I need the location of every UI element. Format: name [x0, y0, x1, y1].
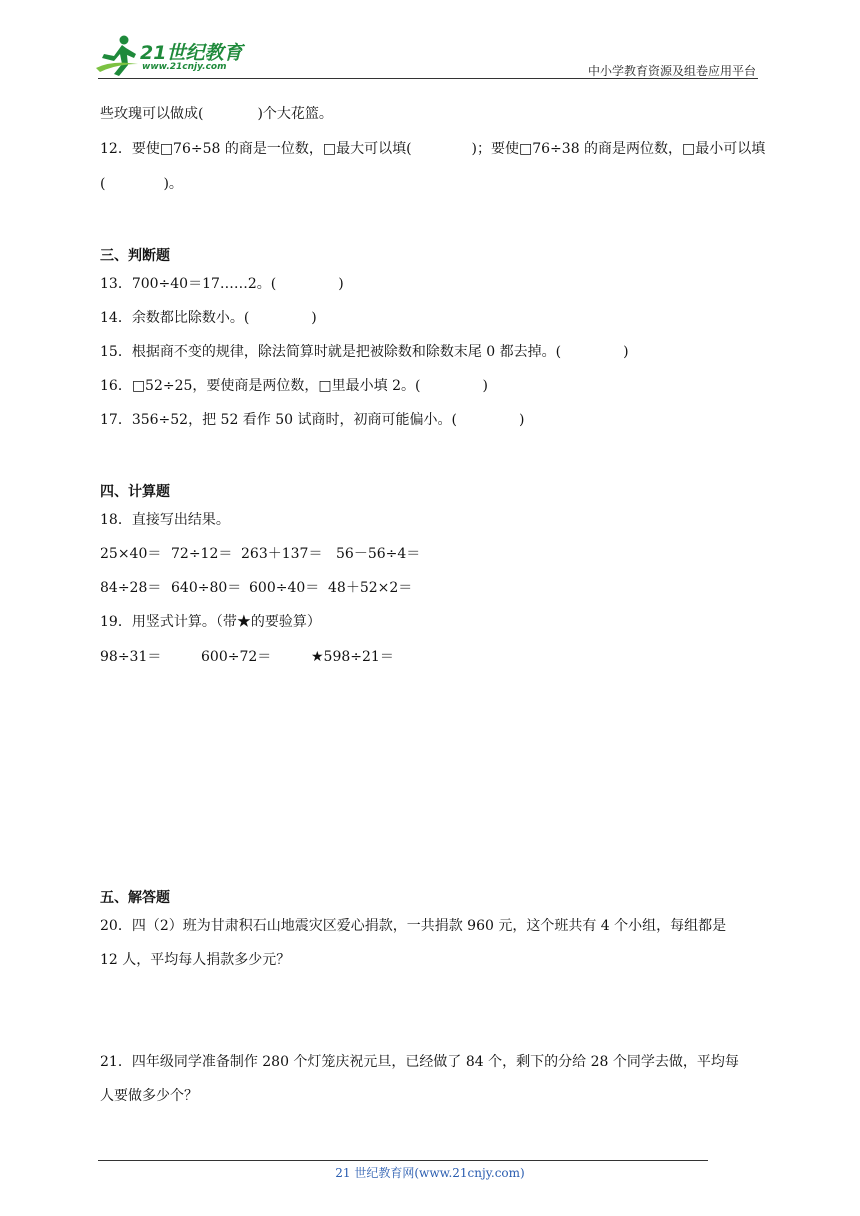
- text: ): [623, 344, 629, 360]
- logo-text: 21世纪教育: [140, 42, 243, 64]
- text: )；要使□76÷38 的商是两位数，□最小可以填: [471, 141, 766, 157]
- calc-item: 600÷40＝: [249, 580, 320, 596]
- calc-item: 56－56÷4＝: [336, 546, 421, 562]
- question-14: [100, 308, 317, 328]
- calc-item: 640÷80＝: [171, 580, 242, 596]
- text: ): [311, 310, 317, 326]
- page-header: [0, 0, 860, 80]
- section-judgement-title: 三、判断题: [100, 248, 170, 264]
- question-21-cont: 人要做多少个？: [100, 1088, 198, 1104]
- text: )个大花篮。: [257, 106, 333, 122]
- logo-url: www.21cnjy.com: [142, 62, 227, 72]
- calc-item: 72÷12＝: [171, 546, 233, 562]
- question-17: [100, 410, 524, 430]
- q11-continuation: [100, 104, 333, 124]
- text: 些玫瑰可以做成(: [100, 106, 204, 122]
- calc-item: 25×40＝: [100, 546, 162, 562]
- question-20: 20．四（2）班为甘肃积石山地震灾区爱心捐款，一共捐款 960 元，这个班共有 4 个小组，每组都是: [100, 918, 727, 934]
- text: ): [338, 276, 344, 292]
- footer-link[interactable]: 21 世纪教育网(www.21cnjy.com): [335, 1166, 525, 1180]
- text: 13．700÷40＝17……2。(: [100, 276, 277, 292]
- text: 16．□52÷25，要使商是两位数，□里最小填 2。(: [100, 378, 421, 394]
- calc-item: 48＋52×2＝: [328, 580, 413, 596]
- calc-item: 600÷72＝: [201, 649, 272, 665]
- question-12: [100, 139, 765, 159]
- text: 15．根据商不变的规律，除法简算时就是把被除数和除数末尾 0 都去掉。(: [100, 344, 562, 360]
- text: ): [482, 378, 488, 394]
- footer-divider: [98, 1160, 708, 1161]
- question-15: [100, 342, 629, 362]
- question-13: [100, 274, 344, 294]
- calc-item: 263＋137＝: [241, 546, 323, 562]
- question-18: 18．直接写出结果。: [100, 512, 230, 528]
- question-19: 19．用竖式计算。（带★的要验算）: [100, 614, 321, 630]
- running-figure-icon: [94, 34, 140, 78]
- text: 12．要使□76÷58 的商是一位数，□最大可以填(: [100, 141, 412, 157]
- text: (: [100, 176, 106, 192]
- header-divider: [98, 78, 758, 79]
- section-solution-title: 五、解答题: [100, 890, 170, 906]
- site-logo[interactable]: [94, 34, 264, 78]
- section-calculation-title: 四、计算题: [100, 484, 170, 500]
- calc-item: 84÷28＝: [100, 580, 162, 596]
- text: )。: [163, 176, 183, 192]
- platform-tagline: 中小学教育资源及组卷应用平台: [587, 64, 756, 78]
- question-16: [100, 376, 488, 396]
- text: ): [518, 412, 525, 428]
- calc-item: 98÷31＝: [100, 649, 162, 665]
- calc-item: ★598÷21＝: [311, 649, 394, 665]
- question-21: 21．四年级同学准备制作 280 个灯笼庆祝元旦，已经做了 84 个，剩下的分给 28 个同学去做，平均每: [100, 1054, 739, 1070]
- question-20-cont: 12 人，平均每人捐款多少元？: [100, 952, 291, 968]
- text: 17．356÷52，把 52 看作 50 试商时，初商可能偏小。(: [100, 412, 457, 428]
- question-12-cont: [100, 174, 183, 194]
- text: 14．余数都比除数小。(: [100, 310, 250, 326]
